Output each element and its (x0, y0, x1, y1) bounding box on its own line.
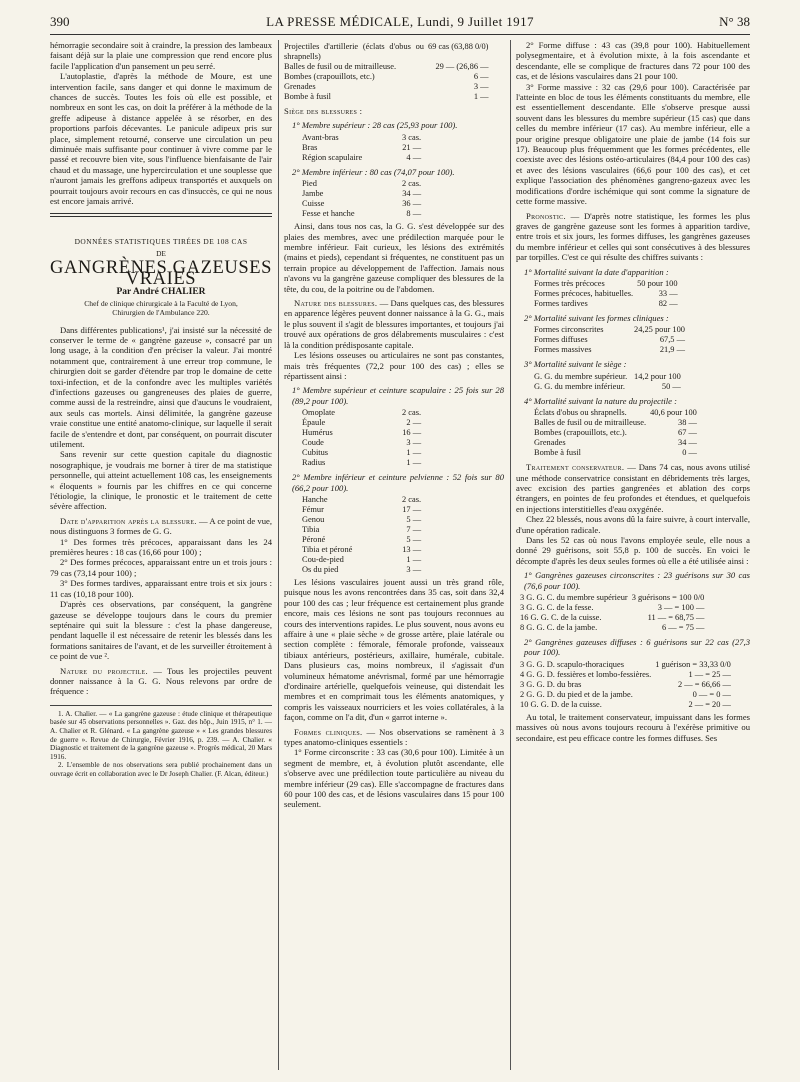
paragraph: Chez 22 blessés, nous avons dû la faire suivre, à court intervalle, d'une opération radicale. (516, 514, 750, 535)
table-row (534, 418, 701, 428)
subheading: 1° Gangrènes gazeuses circonscrites : 23 guérisons sur 30 cas (76,6 pour 100). (524, 570, 750, 591)
page-number: 390 (50, 14, 70, 29)
table-row (534, 428, 701, 438)
footnote: 2. L'ensemble de nos observations sera publié prochainement dans un ouvrage écrit en collaboration avec le Dr Joseph Chalier. (F. Alcan, éditeur.) (50, 761, 272, 778)
table-cell: 5 — (406, 514, 422, 524)
table-cell: 1 — (406, 554, 422, 564)
table-cell: Bombe à fusil (284, 92, 331, 101)
table-cell: 2 cas. (402, 408, 422, 418)
siege-sup-table (302, 133, 425, 163)
table-cell: 82 — (658, 298, 678, 308)
column-divider (510, 40, 511, 1070)
table-cell: 3 guérisons = 100 0/0 (631, 593, 705, 603)
table-row (520, 593, 708, 603)
subheading: 4° Mortalité suivant la nature du projectile : (524, 395, 677, 406)
footnotes (50, 705, 272, 779)
separator-rule (50, 213, 272, 214)
table-cell: 6 — = 75 — (661, 623, 705, 633)
section-heading: Traitement conservateur. (526, 462, 625, 473)
paragraph: Dans les 52 cas où nous l'avons employée seule, elle nous a donné 29 guérisons, soit 55,8 p. 100 de succès. En voici le décompte d'après les deux seules formes où elle a été utilisée ainsi : (516, 535, 750, 566)
subheading: 1° Membre supérieur : 28 cas (25,93 pour 100). (292, 120, 458, 131)
table-row (534, 325, 689, 335)
table-cell: 3 G. G. C. de la fesse. (520, 603, 594, 613)
ceinture-pelv-table (302, 495, 425, 575)
table-cell: Formes tardives (534, 298, 588, 308)
section-nature-blessures: Nature des blessures. — Dans quelques cas, des blessures en apparence légères peuvent donner naissance à la G. G., mais le plus souvent il s'agit de blessures importantes, et toujours j'ai trouvé aux opérations de gros délabrements musculaires : c'est là la condition prédisposante capitale. (284, 298, 504, 350)
section-projectile: Nature du projectile. — Tous les projectiles peuvent donner naissance à la G. G. Nous relevons par ordre de fréquence : (50, 665, 272, 697)
mortality-siege-table (534, 372, 685, 392)
table-row (520, 660, 735, 670)
table-row (302, 545, 425, 555)
table-row (302, 515, 425, 525)
table-cell: Projectiles d'artillerie (éclats d'obus ou shrapnells) (284, 42, 424, 61)
table-cell: Cou-de-pied (302, 554, 344, 564)
section-text: Dans quelques cas, des blessures en apparence légères peuvent donner naissance à la G. G., mais le plus souvent il s'agit de blessures importantes, et toujours j'ai trouvé aux opérations de gros délabrements musculaires : c'est là la condition prédisposante capitale. (284, 298, 504, 350)
paragraph: hémorragie secondaire soit à craindre, la pression des lambeaux faisant déjà sur la plaie une compression que rend encore plus facile l'application d'un pansement un peu serré. (50, 40, 272, 71)
table-cell: 10 G. G. D. de la cuisse. (520, 699, 602, 709)
table-row (520, 670, 735, 680)
table-cell: 5 — (406, 534, 422, 544)
table-cell: 69 cas (63,88 0/0) (428, 42, 489, 51)
table-cell: Cubitus (302, 448, 329, 458)
column-2 (284, 40, 504, 810)
table-cell: Jambe (302, 189, 324, 199)
table-row (534, 299, 682, 309)
table-cell: 0 — = 0 — (692, 689, 731, 699)
subheading: 1° Membre supérieur et ceinture scapulaire : 25 fois sur 28 (89,2 pour 100). (292, 385, 504, 406)
subheading: 1° Mortalité suivant la date d'apparition : (524, 266, 669, 277)
table-row (534, 345, 689, 355)
column-3 (516, 40, 750, 743)
subheading: 2° Gangrènes gazeuses diffuses : 6 guérisons sur 22 cas (27,3 pour 100). (524, 637, 750, 658)
section-lead: A ce point de vue, nous distinguons 3 formes de G. G. (50, 515, 272, 537)
table-cell: Fémur (302, 504, 324, 514)
table-cell: 36 — (402, 199, 422, 209)
table-cell: 13 — (402, 544, 422, 554)
paragraph: Les lésions vasculaires jouent aussi un très grand rôle, puisque nous les avons rencontrées dans 35 cas, soit dans 32,4 pour 100 des cas ; leur fréquence est certainement plus grande encore, mais ces lésions ne sont pas toujours reconnues au cours des interventions rapides. Le plus souvent, nous avons eu affaire à une « plaie sèche » de grosse artère, plaie latérale ou section complète : fémorale, fémorale profonde, vaisseaux tibiaux antérieurs, postérieurs, axillaire, humérale, cubitale. Dans plusieurs cas, moins nombreux, il s'agissait d'un volumineux hématome anévrismal, formé par une hémorragie d'ordinaire artérielle, quelquefois veineuse, qui distendait les membres et en comprimait tous les éléments anatomiques, y compris les vaisseaux nourriciers et les voies collatérales, à la façon, comme on l'a dit, d'un « garrot interne ». (284, 576, 504, 723)
table-cell: 2 cas. (402, 494, 422, 504)
paragraph: L'autoplastie, d'après la méthode de Moure, est une intervention facile, sans danger et qui donne le maximum de chances de succès. Toutes les fois où elle est possible, et nombreux en sont les cas, on doit la préférer à la méthode de la greffe adipeuse à distance appelée à se résorber, en des proportions parfois décevantes. Le panicule adipeux pris sur place, simplement retourné, conserve une circulation un peu diminuée mais suffisante pour continuer à vivre comme par le passé et recouvre bien vite, sous l'influence bienfaisante de l'air chaud et du massage, une hypercirculation et une souplesse que n'auront jamais les greffons adipeux transportés et auxquels on pourrait toujours avoir recours en cas d'insuccès, ce qui ne nous est encore jamais arrivé. (50, 71, 272, 207)
table-row (534, 438, 701, 448)
table-cell: Genou (302, 514, 325, 524)
section-heading: Date d'apparition après la blessure. (60, 515, 197, 526)
paragraph: Dans différentes publications¹, j'ai insisté sur la nécessité de conserver le terme de « gangrène gazeuse », consacré par un long usage, à la condition d'en préciser la valeur. J'ai montré notamment que, contrairement à une erreur trop commune, le chirurgien doit se garder d'étendre par trop le domaine de cette toxi-infection, et de la confondre avec les multiples variétés d'infections gazeuses ou gangreneuses des plaies de guerre, comme aussi de la restreindre, ainsi que d'aucuns le voudraient, aux seuls cas mortels. Ainsi délimitée, la gangrène gazeuse vraie constitue une entité anatomo-clinique, sur laquelle il serait facile de s'entendre et dont, par conséquent, on pourrait discuter utilement. (50, 324, 272, 449)
table-cell: 67 — (678, 428, 697, 438)
table-cell: Épaule (302, 418, 326, 428)
table-cell: Tibia et péroné (302, 544, 353, 554)
table-row (302, 525, 425, 535)
table-row (302, 495, 425, 505)
table-cell: Radius (302, 458, 326, 468)
section-text: Tous les projectiles peuvent donner naissance à la G. G. Nous relevons par ordre de fréquence : (50, 665, 272, 697)
table-row (534, 448, 701, 458)
article-author: Par André CHALIER (116, 287, 206, 298)
table-cell: Balles de fusil ou de mitrailleuse. (284, 62, 397, 71)
table-cell: 14,2 pour 100 (634, 371, 681, 381)
siege-inf-table (302, 179, 425, 219)
subheading: 3° Mortalité suivant le siège : (524, 359, 627, 370)
table-cell: Bombes (crapouillots, etc.). (534, 428, 627, 438)
table-row (520, 680, 735, 690)
section-text: Nos observations se ramènent à 3 types anatomo-cliniques essentiels : (284, 726, 504, 748)
table-row (302, 209, 425, 219)
table-row (284, 42, 492, 62)
table-row (534, 335, 689, 345)
table-cell: Avant-bras (302, 132, 339, 142)
section-traitement: Traitement conservateur. — Dans 74 cas, nous avons utilisé une méthode conservatrice consistant en débridements très larges, avec excision des parties gangrenées et ablation des corps étrangers, en pointes de feu profondes et étendues, et quelquefois en injections interstitielles d'eau oxygénée. (516, 462, 750, 514)
table-cell: 6 — (473, 72, 489, 81)
table-row (520, 690, 735, 700)
table-cell: 7 — (406, 524, 422, 534)
table-row (302, 438, 425, 448)
list-item: 1° Des formes très précoces, apparaissant dans les 24 premières heures : 18 cas (16,66 pour 100) ; (50, 536, 272, 558)
table-row (284, 82, 492, 92)
table-row (302, 505, 425, 515)
table-row (302, 535, 425, 545)
table-cell: Cuisse (302, 199, 325, 209)
list-item: 3° Des formes tardives, apparaissant entre trois et six jours : 11 cas (10,18 pour 100). (50, 578, 272, 599)
subheading: 2° Membre inférieur et ceinture pelvienne : 52 fois sur 80 (66,2 pour 100). (292, 472, 504, 493)
table-cell: 34 — (402, 189, 422, 199)
table-row (284, 62, 492, 72)
table-cell: Tibia (302, 524, 320, 534)
table-cell: 3 — = 100 — (657, 603, 705, 613)
article-de: DE (156, 248, 166, 258)
table-row (302, 565, 425, 575)
subheading: 2° Mortalité suivant les formes cliniques : (524, 312, 669, 323)
table-cell: Formes très précoces (534, 278, 605, 288)
table-cell: Omoplate (302, 408, 336, 418)
section-heading: Nature du projectile. (60, 665, 148, 676)
table-row (302, 179, 425, 189)
table-cell: Région scapulaire (302, 152, 363, 162)
table-cell: Pied (302, 179, 317, 189)
issue-number: N° 38 (719, 14, 750, 29)
table-cell: 1 guérison = 33,33 0/0 (655, 659, 731, 669)
footnote: 1. A. Chalier. — « La gangrène gazeuse : étude clinique et thérapeutique basée sur 45 observations personnelles ». Gaz. des hôp., Juin 1915, n° 1. — A. Chalier et R. Glénard. « La gangrène gazeuse » « Les grandes blessures de guerre ». Revue de Chirurgie, Février 1916, p. 239. — A. Chalier. « Diagnostic et traitement de la gangrène gazeuse ». Progrès médical, 20 Mars 1916. (50, 709, 272, 761)
table-row (284, 92, 492, 102)
projectiles-table (284, 42, 492, 102)
table-cell: Grenades (534, 438, 566, 448)
table-cell: 2 — = 66,66 — (677, 679, 731, 689)
affiliation-line: Chirurgien de l'Ambulance 220. (112, 307, 210, 317)
table-cell: 24,25 pour 100 (634, 325, 685, 335)
paragraph: Sans revenir sur cette question capitale du diagnostic nosographique, je voudrais me borner à tirer de ma statistique personnelle, qui atteint actuellement 108 cas, les enseignements « éloquents » fournis par les chiffres en ce qui concerne l'étiologie, la clinique, le pronostic et le traitement de cette sévère affection. (50, 449, 272, 512)
column-divider (278, 40, 279, 1070)
table-row (302, 133, 425, 143)
table-row (284, 72, 492, 82)
table-row (302, 143, 425, 153)
section-formes: Formes cliniques. — Nos observations se ramènent à 3 types anatomo-cliniques essentiels : (284, 726, 504, 748)
table-row (302, 418, 425, 428)
table-cell: 3 — (406, 438, 422, 448)
table-cell: Grenades (284, 82, 316, 91)
table-cell: 2 — = 20 — (688, 699, 731, 709)
table-cell: 34 — (678, 438, 697, 448)
section-heading: Formes cliniques. (294, 726, 363, 737)
table-cell: Fesse et hanche (302, 209, 355, 219)
table-row (302, 189, 425, 199)
section-heading: Nature des blessures. (294, 298, 378, 309)
table-cell: Bombes (crapouillots, etc.) (284, 72, 375, 81)
table-cell: Bombe à fusil (534, 448, 581, 458)
table-cell: 4 — (406, 152, 422, 162)
table-cell: Coude (302, 438, 324, 448)
table-cell: 0 — (682, 448, 697, 458)
list-item: 2° Des formes précoces, apparaissant entre un et trois jours : 79 cas (73,14 pour 100) ; (50, 557, 272, 578)
paragraph: D'après ces observations, par conséquent, la gangrène gazeuse se développe toujours dans le cours du premier septénaire qui suit la blessure : c'est la phase dangereuse, pendant laquelle il est nécessaire de retenir les blessés dans les formations sanitaires de l'avant, et de les surveiller étroitement à ce point de vue ². (50, 599, 272, 662)
article-title: GANGRÈNES GAZEUSES VRAIES (50, 258, 273, 289)
gg-circ-table (520, 593, 708, 633)
gg-diff-table (520, 660, 735, 710)
table-cell: Os du pied (302, 564, 339, 574)
table-cell: 8 G. G. C. de la jambe. (520, 623, 598, 633)
table-row (520, 623, 708, 633)
paragraph: 2° Forme diffuse : 43 cas (39,8 pour 100). Habituellement polysegmentaire, et à évolution mixte, à la fois ascendante et descendante, elle se complique de fractures dans 72 pour 100 des cas, et de lésions vasculaires dans 21 pour 100. (516, 40, 750, 82)
table-row (534, 408, 701, 418)
ceinture-scap-table (302, 408, 425, 468)
table-cell: 3 — (406, 564, 422, 574)
table-cell: 1 — (406, 458, 422, 468)
table-cell: 38 — (678, 418, 697, 428)
table-row (302, 555, 425, 565)
table-row (534, 372, 685, 382)
table-cell: Formes précoces, habituelles. (534, 288, 634, 298)
table-cell: G. G. du membre supérieur. (534, 371, 628, 381)
table-cell: 50 — (661, 381, 681, 391)
table-row (302, 448, 425, 458)
table-cell: 1 — = 25 — (688, 669, 731, 679)
mortality-date-table (534, 279, 682, 309)
table-cell: Balles de fusil ou de mitrailleuse. (534, 418, 647, 428)
table-cell: Éclats d'obus ou shrapnells. (534, 408, 627, 418)
table-cell: 40,6 pour 100 (650, 408, 697, 418)
table-cell: Humérus (302, 428, 333, 438)
table-cell: 2 — (406, 418, 422, 428)
table-cell: Hanche (302, 494, 328, 504)
table-cell: 33 — (658, 288, 678, 298)
table-cell: 16 G. G. C. de la cuisse. (520, 613, 602, 623)
paragraph: Ainsi, dans tous nos cas, la G. G. s'est développée sur des plaies des membres, avec une prédilection marquée pour le membre inférieur. Fait curieux, les lésions des extrémités (mains et pieds), cependant si fréquentes, ne constituent pas un terrain propice au développement de l'affection. Jamais nous n'avons vu la gangrène gazeuse compliquer des blessures de la tête, du cou, de la poitrine ou de l'abdomen. (284, 221, 504, 294)
paragraph: 3° Forme massive : 32 cas (29,6 pour 100). Caractérisée par l'atteinte en bloc de tous les éléments constituants du membre, elle est essentiellement descendante. Elle s'observe presque aussi souvent dans les blessures du membre supérieur (15 cas) que dans celles du membre inférieur (17 cas). Au membre inférieur, elle a pour origine presque obligatoire une plaie de jambe (14 fois sur 17). Beaucoup plus fréquemment que les formes précédentes, elle coexiste avec des lésions ostéo-articulaires (84,4 pour 100 des cas) et avec des lésions vasculaires (66,6 pour 100 des cas), et cet explique l'association des phénomènes gangreno-gazeux avec les modifications d'ordre ischémique qui sont comme la signature de cette forme massive. (516, 81, 750, 207)
table-cell: 17 — (402, 504, 422, 514)
table-cell: 2 cas. (402, 179, 422, 189)
section-text: Dans 74 cas, nous avons utilisé une méthode conservatrice consistant en débridements très larges, avec excision des parties gangrenées et ablation des corps étrangers, en pointes de feu profondes et étendues, et quelquefois en injections interstitielles d'eau oxygénée. (516, 462, 750, 514)
table-row (302, 199, 425, 209)
table-cell: 11 — = 68,75 — (647, 613, 705, 623)
table-cell: 8 — (406, 209, 422, 219)
table-row (302, 458, 425, 468)
column-1 (50, 40, 272, 779)
table-row (520, 603, 708, 613)
table-cell: 21,9 — (659, 345, 685, 355)
paragraph: Au total, le traitement conservateur, impuissant dans les formes massives où nous avons toujours recouru à l'exérèse primitive ou secondaire, est peu efficace contre les formes diffuses. Ses (516, 711, 750, 743)
table-cell: G. G. du membre inférieur. (534, 381, 625, 391)
table-cell: Formes circonscrites (534, 325, 604, 335)
table-cell: 29 — (26,86 — (435, 62, 489, 71)
section-text: D'après notre statistique, les formes les plus graves de gangrène gazeuse sont les formes à apparition tardive, entre trois et six jours, les formes diffuses, les gangrènes gazeuses du membre inférieur et celles qui sont consécutives à des blessures par torpilles. C'est ce qui résulte des chiffres suivants : (516, 210, 751, 263)
table-row (520, 700, 735, 710)
table-cell: 1 — (406, 448, 422, 458)
affiliation-line: Chef de clinique chirurgicale à la Faculté de Lyon, (84, 298, 238, 308)
table-cell: Bras (302, 142, 318, 152)
section-date: Date d'apparition après la blessure. — A ce point de vue, nous distinguons 3 formes de G. G. (50, 515, 272, 537)
table-cell: 21 — (402, 142, 422, 152)
paragraph: 1° Forme circonscrite : 33 cas (30,6 pour 100). Limitée à un segment de membre, et, à évolution plutôt ascendante, elle s'observe avec une prédilection toute particulière au niveau du membre inférieur (29 cas). Elle s'accompagne de fractures dans 60 pour 100 des cas, et de lésions vasculaires dans 15 pour 100 seulement. (284, 747, 504, 810)
table-cell: 2 G. G. D. du pied et de la jambe. (520, 689, 633, 699)
table-cell: Formes diffuses (534, 335, 588, 345)
table-row (520, 613, 708, 623)
table-row (302, 153, 425, 163)
table-cell: Péroné (302, 534, 326, 544)
section-pronostic: Pronostic. — D'après notre statistique, les formes les plus graves de gangrène gazeuse sont les formes à apparition tardive, entre trois et six jours, les formes diffuses, les gangrènes gazeuses du membre inférieur et celles qui sont consécutives à des blessures par torpilles. C'est ce qui résulte des chiffres suivants : (516, 210, 751, 263)
section-heading: Siège des blessures : (284, 106, 363, 116)
table-cell: 3 G. G. C. du membre supérieur (520, 593, 628, 603)
table-cell: 3 G. G. D. du bras (520, 679, 582, 689)
table-cell: 16 — (402, 428, 422, 438)
table-cell: 67,5 — (659, 335, 685, 345)
subheading: 2° Membre inférieur : 80 cas (74,07 pour 100). (292, 166, 455, 177)
page-header (50, 12, 750, 35)
table-cell: 50 pour 100 (637, 278, 678, 288)
table-cell: 3 cas. (402, 132, 422, 142)
table-row (534, 382, 685, 392)
table-row (534, 279, 682, 289)
article-affiliation (50, 299, 272, 317)
table-cell: 3 — (473, 82, 489, 91)
section-heading: Pronostic. (526, 210, 566, 221)
mortality-projectile-table (534, 408, 701, 458)
table-cell: 3 G. G. D. scapulo-thoraciques (520, 659, 624, 669)
mortality-formes-table (534, 325, 689, 355)
table-cell: 1 — (473, 92, 489, 101)
article-pretitle: DONNÉES STATISTIQUES TIRÉES DE 108 CAS (74, 236, 248, 246)
table-row (302, 428, 425, 438)
table-cell: Formes massives (534, 345, 592, 355)
table-cell: 4 G. G. D. fessières et lombo-fessières. (520, 669, 652, 679)
paragraph: Les lésions osseuses ou articulaires ne sont pas constantes, mais très fréquentes (72,2 pour 100 des cas) ; elles se répartissent ainsi : (284, 350, 504, 381)
separator-rule (50, 216, 272, 217)
journal-title: LA PRESSE MÉDICALE, Lundi, 9 Juillet 1917 (266, 14, 534, 29)
table-row (302, 408, 425, 418)
table-row (534, 289, 682, 299)
